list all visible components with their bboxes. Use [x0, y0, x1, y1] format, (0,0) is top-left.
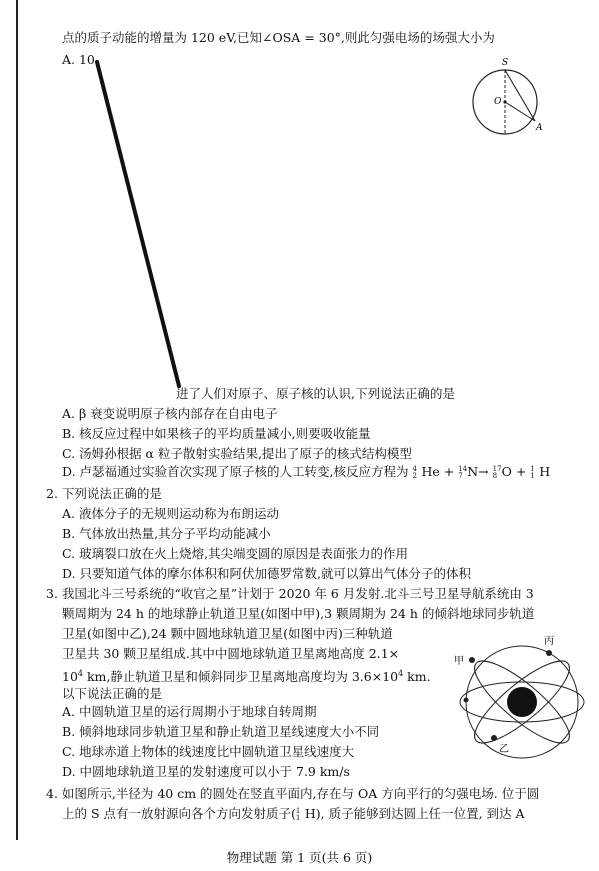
q1-option-b: B. 核反应过程中如果核子的平均质量减小,则要吸收能量	[62, 426, 371, 441]
label-jia: 甲	[454, 656, 464, 667]
q1-option-d: D. 卢瑟福通过实验首次实现了原子核的人工转变,核反应方程为 4 2 He + 14 7 N→ 17 8 O + 1 1 H	[62, 464, 551, 480]
q2-option-b: B. 气体放出热量,其分子平均动能减小	[62, 526, 271, 541]
q3-option-d: D. 中圆地球轨道卫星的发射速度可以小于 7.9 km/s	[62, 764, 350, 779]
q3-line-4: 卫星共 30 颗卫星组成.其中中圆地球轨道卫星离地高度 2.1×	[62, 646, 400, 661]
label-yi: 乙	[499, 744, 509, 755]
text-line-1: 点的质子动能的增量为 120 eV,已知∠OSA = 30°,则此匀强电场的场强大小为	[62, 30, 495, 45]
q2-stem: 2. 下列说法正确的是	[46, 486, 162, 501]
circle-field-figure	[465, 55, 555, 150]
q3-line-5: $10^4$ km,静止轨道卫星和倾斜同步卫星离地高度均为 $3.6\times 10^4$ km.	[62, 669, 431, 685]
q1-stem: 进了人们对原子、原子核的认识,下列说法正确的是	[176, 386, 455, 401]
q3-option-a: A. 中圆轨道卫星的运行周期小于地球自转周期	[62, 704, 317, 719]
label-s: S	[502, 58, 509, 68]
q4-line-1: 4. 如图所示,半径为 40 cm 的圆处在竖直平面内,存在与 OA 方向平行的匀强电场. 位于圆	[46, 786, 540, 801]
label-o: O	[494, 97, 502, 107]
q3-line-2: 颗周期为 24 h 的地球静止轨道卫星(如图中甲),3 颗周期为 24 h 的倾斜地球同步轨道	[62, 606, 535, 621]
q2-option-a: A. 液体分子的无规则运动称为布朗运动	[62, 506, 279, 521]
q2-option-d: D. 只要知道气体的摩尔体积和阿伏加德罗常数,就可以算出气体分子的体积	[62, 566, 471, 581]
text-line-option-a: A. 10	[62, 52, 95, 67]
label-a: A	[536, 123, 543, 133]
q3-line-6: 以下说法正确的是	[62, 686, 163, 701]
satellite-orbit-figure	[452, 632, 592, 772]
q1-option-a: A. β 衰变说明原子核内部存在自由电子	[62, 406, 278, 421]
q3-line-1: 3. 我国北斗三号系统的“收官之星”计划于 2020 年 6 月发射.北斗三号卫星导航系统由 3	[46, 586, 534, 601]
q3-option-c: C. 地球赤道上物体的线速度比中圆轨道卫星线速度大	[62, 744, 355, 759]
q3-line-3: 卫星(如图中乙),24 颗中圆地球轨道卫星(如图中丙)三种轨道	[62, 626, 393, 641]
q4-line-2: 上的 S 点有一放射源向各个方向发射质子( 1 1 H), 质子能够到达圆上任一位置, 到达 A	[62, 806, 525, 822]
q3-option-b: B. 倾斜地球同步轨道卫星和静止轨道卫星线速度大小不同	[62, 724, 380, 739]
label-bing: 丙	[544, 636, 554, 647]
q1-option-c: C. 汤姆孙根据 α 粒子散射实验结果,提出了原子的核式结构模型	[62, 446, 412, 461]
page-footer: 物理试题 第 1 页(共 6 页)	[226, 850, 373, 865]
q2-option-c: C. 玻璃裂口放在火上烧熔,其尖端变圆的原因是表面张力的作用	[62, 546, 409, 561]
